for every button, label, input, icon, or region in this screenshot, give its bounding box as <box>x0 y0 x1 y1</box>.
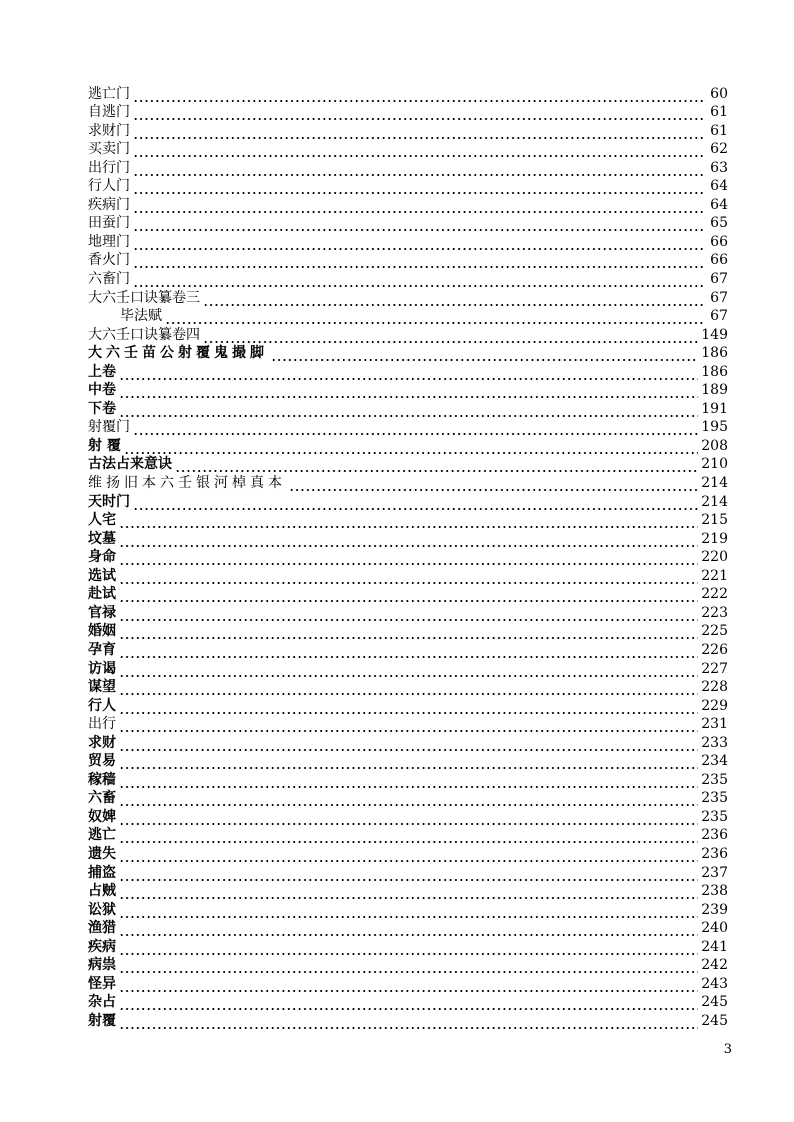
toc-entry[interactable] <box>88 770 728 789</box>
toc-dot-leader <box>119 773 698 789</box>
toc-entry[interactable] <box>88 1011 728 1030</box>
toc-entry[interactable] <box>88 269 728 288</box>
toc-entry-title: 射 覆 <box>88 437 121 454</box>
toc-dot-leader <box>119 866 698 882</box>
toc-entry-title: 渔猎 <box>88 920 116 937</box>
toc-entry-page: 231 <box>701 716 728 733</box>
toc-dot-leader <box>119 995 698 1011</box>
toc-entry-title: 香火门 <box>88 252 130 269</box>
toc-entry-title: 大六壬口诀纂卷三 <box>88 289 200 306</box>
toc-entry-title: 维扬旧本六壬银河棹真本 <box>88 475 286 492</box>
toc-dot-leader <box>119 736 698 752</box>
toc-dot-leader <box>119 717 698 733</box>
toc-entry-page: 63 <box>710 159 728 176</box>
toc-entry[interactable] <box>88 585 728 604</box>
toc-dot-leader <box>133 235 705 251</box>
toc-entry-page: 66 <box>710 252 728 269</box>
toc-entry[interactable] <box>88 733 728 752</box>
toc-entry-page: 60 <box>710 85 728 102</box>
toc-entry[interactable] <box>88 436 728 455</box>
toc-entry-title: 买卖门 <box>88 141 130 158</box>
toc-entry[interactable] <box>88 844 728 863</box>
toc-entry-page: 222 <box>701 586 728 603</box>
toc-entry-title: 人宅 <box>88 512 116 529</box>
toc-entry-title: 病祟 <box>88 957 116 974</box>
toc-dot-leader <box>119 791 698 807</box>
toc-entry[interactable] <box>88 548 728 567</box>
toc-entry-title: 讼狱 <box>88 901 116 918</box>
page-number: 3 <box>723 1042 732 1057</box>
toc-entry[interactable] <box>88 103 728 122</box>
toc-dot-leader <box>119 940 698 956</box>
toc-entry[interactable] <box>88 752 728 771</box>
toc-entry[interactable] <box>88 622 728 641</box>
toc-entry-page: 208 <box>701 437 728 454</box>
toc-entry-title: 六畜 <box>88 790 116 807</box>
toc-entry-page: 186 <box>701 345 728 362</box>
toc-dot-leader <box>119 606 698 622</box>
toc-entry-page: 235 <box>701 790 728 807</box>
toc-entry-title: 婚姻 <box>88 623 116 640</box>
toc-entry-title: 坟墓 <box>88 530 116 547</box>
toc-entry-title: 古法占来意诀 <box>88 456 172 473</box>
toc-entry[interactable] <box>88 177 728 196</box>
toc-entry-page: 239 <box>701 901 728 918</box>
toc-entry-title: 遗失 <box>88 845 116 862</box>
toc-entry[interactable] <box>88 715 728 734</box>
toc-dot-leader <box>133 161 705 177</box>
toc-entry-page: 215 <box>701 512 728 529</box>
toc-dot-leader <box>119 680 698 696</box>
toc-entry[interactable] <box>88 344 728 363</box>
toc-dot-leader <box>133 179 705 195</box>
toc-entry-title: 自逃门 <box>88 104 130 121</box>
toc-entry-title: 贸易 <box>88 753 116 770</box>
toc-entry-title: 稼穑 <box>88 771 116 788</box>
toc-entry-page: 240 <box>701 920 728 937</box>
toc-entry-page: 242 <box>701 957 728 974</box>
toc-dot-leader <box>119 847 698 863</box>
toc-entry-page: 233 <box>701 734 728 751</box>
toc-dot-leader <box>119 828 698 844</box>
toc-entry[interactable] <box>88 307 728 326</box>
toc-entry[interactable] <box>88 937 728 956</box>
toc-entry[interactable] <box>88 455 728 474</box>
toc-dot-leader <box>203 328 698 344</box>
toc-dot-leader <box>119 699 698 715</box>
toc-entry-page: 245 <box>701 1012 728 1029</box>
toc-dot-leader <box>165 309 705 325</box>
toc-entry-title: 天时门 <box>88 493 130 510</box>
toc-entry[interactable] <box>88 325 728 344</box>
toc-entry-page: 149 <box>701 326 728 343</box>
toc-entry[interactable] <box>88 381 728 400</box>
toc-entry-page: 189 <box>701 382 728 399</box>
toc-entry-title: 六畜门 <box>88 271 130 288</box>
toc-entry-page: 225 <box>701 623 728 640</box>
toc-entry-page: 67 <box>710 289 728 306</box>
toc-entry-page: 237 <box>701 864 728 881</box>
toc-entry-page: 214 <box>701 475 728 492</box>
toc-entry-page: 66 <box>710 233 728 250</box>
toc-entry[interactable] <box>88 529 728 548</box>
toc-dot-leader <box>119 643 698 659</box>
toc-entry[interactable] <box>88 362 728 381</box>
toc-entry-title: 下卷 <box>88 400 116 417</box>
toc-entry-title: 占贼 <box>88 883 116 900</box>
toc-entry-page: 228 <box>701 679 728 696</box>
toc-entry-title: 上卷 <box>88 363 116 380</box>
toc-entry[interactable] <box>88 974 728 993</box>
toc-dot-leader <box>133 272 705 288</box>
toc-entry-page: 235 <box>701 808 728 825</box>
toc-dot-leader <box>133 420 698 436</box>
toc-entry-page: 64 <box>710 196 728 213</box>
toc-dot-leader <box>133 87 705 103</box>
toc-entry[interactable] <box>88 678 728 697</box>
toc-entry-page: 220 <box>701 549 728 566</box>
toc-entry-page: 227 <box>701 660 728 677</box>
toc-entry-page: 235 <box>701 771 728 788</box>
toc-dot-leader <box>289 476 698 492</box>
toc-entry[interactable] <box>88 511 728 530</box>
toc-entry-page: 61 <box>710 104 728 121</box>
toc-entry-page: 67 <box>710 271 728 288</box>
toc-entry[interactable] <box>88 863 728 882</box>
toc-entry[interactable] <box>88 789 728 808</box>
toc-entry-page: 245 <box>701 994 728 1011</box>
toc-entry-title: 谋望 <box>88 679 116 696</box>
toc-dot-leader <box>119 958 698 974</box>
toc-dot-leader <box>119 383 698 399</box>
toc-entry[interactable] <box>88 492 728 511</box>
toc-entry-page: 234 <box>701 753 728 770</box>
toc-dot-leader <box>203 291 705 307</box>
toc-dot-leader <box>133 142 705 158</box>
toc-entry-title: 逃亡门 <box>88 85 130 102</box>
toc-entry[interactable] <box>88 882 728 901</box>
toc-entry-page: 64 <box>710 178 728 195</box>
toc-entry-page: 226 <box>701 641 728 658</box>
toc-entry-page: 223 <box>701 604 728 621</box>
toc-dot-leader <box>119 513 698 529</box>
toc-entry[interactable] <box>88 696 728 715</box>
toc-dot-leader <box>119 754 698 770</box>
toc-dot-leader <box>133 124 705 140</box>
toc-entry-title: 奴婢 <box>88 808 116 825</box>
toc-entry[interactable] <box>88 418 728 437</box>
toc-entry-title: 毕法赋 <box>120 308 162 325</box>
toc-entry-page: 210 <box>701 456 728 473</box>
toc-entry-page: 229 <box>701 697 728 714</box>
toc-entry-page: 195 <box>701 419 728 436</box>
toc-dot-leader <box>119 921 698 937</box>
toc-dot-leader <box>119 587 698 603</box>
toc-entry-title: 逃亡 <box>88 827 116 844</box>
toc-entry[interactable] <box>88 956 728 975</box>
toc-dot-leader <box>133 198 705 214</box>
toc-dot-leader <box>119 624 698 640</box>
toc-dot-leader <box>133 105 705 121</box>
toc-entry-page: 61 <box>710 122 728 139</box>
toc-entry[interactable] <box>88 195 728 214</box>
toc-entry-title: 疾病门 <box>88 196 130 213</box>
toc-entry[interactable] <box>88 158 728 177</box>
toc-dot-leader <box>119 810 698 826</box>
toc-dot-leader <box>119 977 698 993</box>
toc-entry-page: 186 <box>701 363 728 380</box>
toc-entry-title: 射覆 <box>88 1012 116 1029</box>
toc-entry-title: 田蚕门 <box>88 215 130 232</box>
toc-entry-page: 191 <box>701 400 728 417</box>
toc-entry-title: 捕盗 <box>88 864 116 881</box>
toc-entry-page: 67 <box>710 308 728 325</box>
toc-entry-page: 236 <box>701 827 728 844</box>
toc-entry[interactable] <box>88 121 728 140</box>
toc-entry-title: 杂占 <box>88 994 116 1011</box>
toc-entry-title: 出行 <box>88 716 116 733</box>
toc-entry-title: 求财 <box>88 734 116 751</box>
toc-entry[interactable] <box>88 84 728 103</box>
toc-entry-title: 大六壬苗公射覆鬼撮脚 <box>88 345 268 362</box>
toc-dot-leader <box>119 402 698 418</box>
toc-entry-title: 孕育 <box>88 641 116 658</box>
toc-entry[interactable] <box>88 288 728 307</box>
toc-entry-title: 出行门 <box>88 159 130 176</box>
toc-entry-page: 238 <box>701 883 728 900</box>
toc-entry-title: 射覆门 <box>88 419 130 436</box>
toc-entry-page: 219 <box>701 530 728 547</box>
toc-entry-page: 214 <box>701 493 728 510</box>
toc-entry-title: 行人门 <box>88 178 130 195</box>
toc-entry-title: 选试 <box>88 567 116 584</box>
toc-dot-leader <box>133 495 698 511</box>
toc-entry-title: 官禄 <box>88 604 116 621</box>
toc-dot-leader <box>119 1014 698 1030</box>
toc-entry[interactable] <box>88 140 728 159</box>
toc-entry-page: 243 <box>701 975 728 992</box>
toc-entry-title: 赴试 <box>88 586 116 603</box>
toc-entry[interactable] <box>88 807 728 826</box>
toc-entry-title: 行人 <box>88 697 116 714</box>
toc-entry-page: 221 <box>701 567 728 584</box>
toc-entry[interactable] <box>88 919 728 938</box>
toc-entry-title: 中卷 <box>88 382 116 399</box>
toc-entry-title: 疾病 <box>88 938 116 955</box>
toc-entry[interactable] <box>88 640 728 659</box>
toc-dot-leader <box>119 550 698 566</box>
toc-dot-leader <box>175 457 698 473</box>
toc-entry-title: 求财门 <box>88 122 130 139</box>
toc-dot-leader <box>133 216 705 232</box>
toc-entry[interactable] <box>88 232 728 251</box>
toc-entry-title: 访谒 <box>88 660 116 677</box>
toc-entry-title: 地理门 <box>88 233 130 250</box>
toc-entry[interactable] <box>88 659 728 678</box>
toc-entry[interactable] <box>88 399 728 418</box>
toc-dot-leader <box>119 365 698 381</box>
toc-entry[interactable] <box>88 214 728 233</box>
toc-entry[interactable] <box>88 251 728 270</box>
toc-entry[interactable] <box>88 993 728 1012</box>
toc-entry-page: 62 <box>710 141 728 158</box>
toc-entry[interactable] <box>88 603 728 622</box>
toc-entry-title: 大六壬口诀纂卷四 <box>88 326 200 343</box>
toc-dot-leader <box>119 569 698 585</box>
toc-dot-leader <box>271 346 698 362</box>
toc-dot-leader <box>119 884 698 900</box>
toc-dot-leader <box>124 439 698 455</box>
toc-entry-page: 241 <box>701 938 728 955</box>
toc-entry-page: 236 <box>701 845 728 862</box>
toc-entry-page: 65 <box>710 215 728 232</box>
toc-entry[interactable] <box>88 900 728 919</box>
toc-entry[interactable] <box>88 566 728 585</box>
toc-entry[interactable] <box>88 826 728 845</box>
toc-dot-leader <box>119 662 698 678</box>
toc-dot-leader <box>133 253 705 269</box>
toc-entry-title: 身命 <box>88 549 116 566</box>
toc-entry-title: 怪异 <box>88 975 116 992</box>
toc-dot-leader <box>119 903 698 919</box>
toc-dot-leader <box>119 532 698 548</box>
table-of-contents <box>88 84 728 1030</box>
toc-entry[interactable] <box>88 473 728 492</box>
